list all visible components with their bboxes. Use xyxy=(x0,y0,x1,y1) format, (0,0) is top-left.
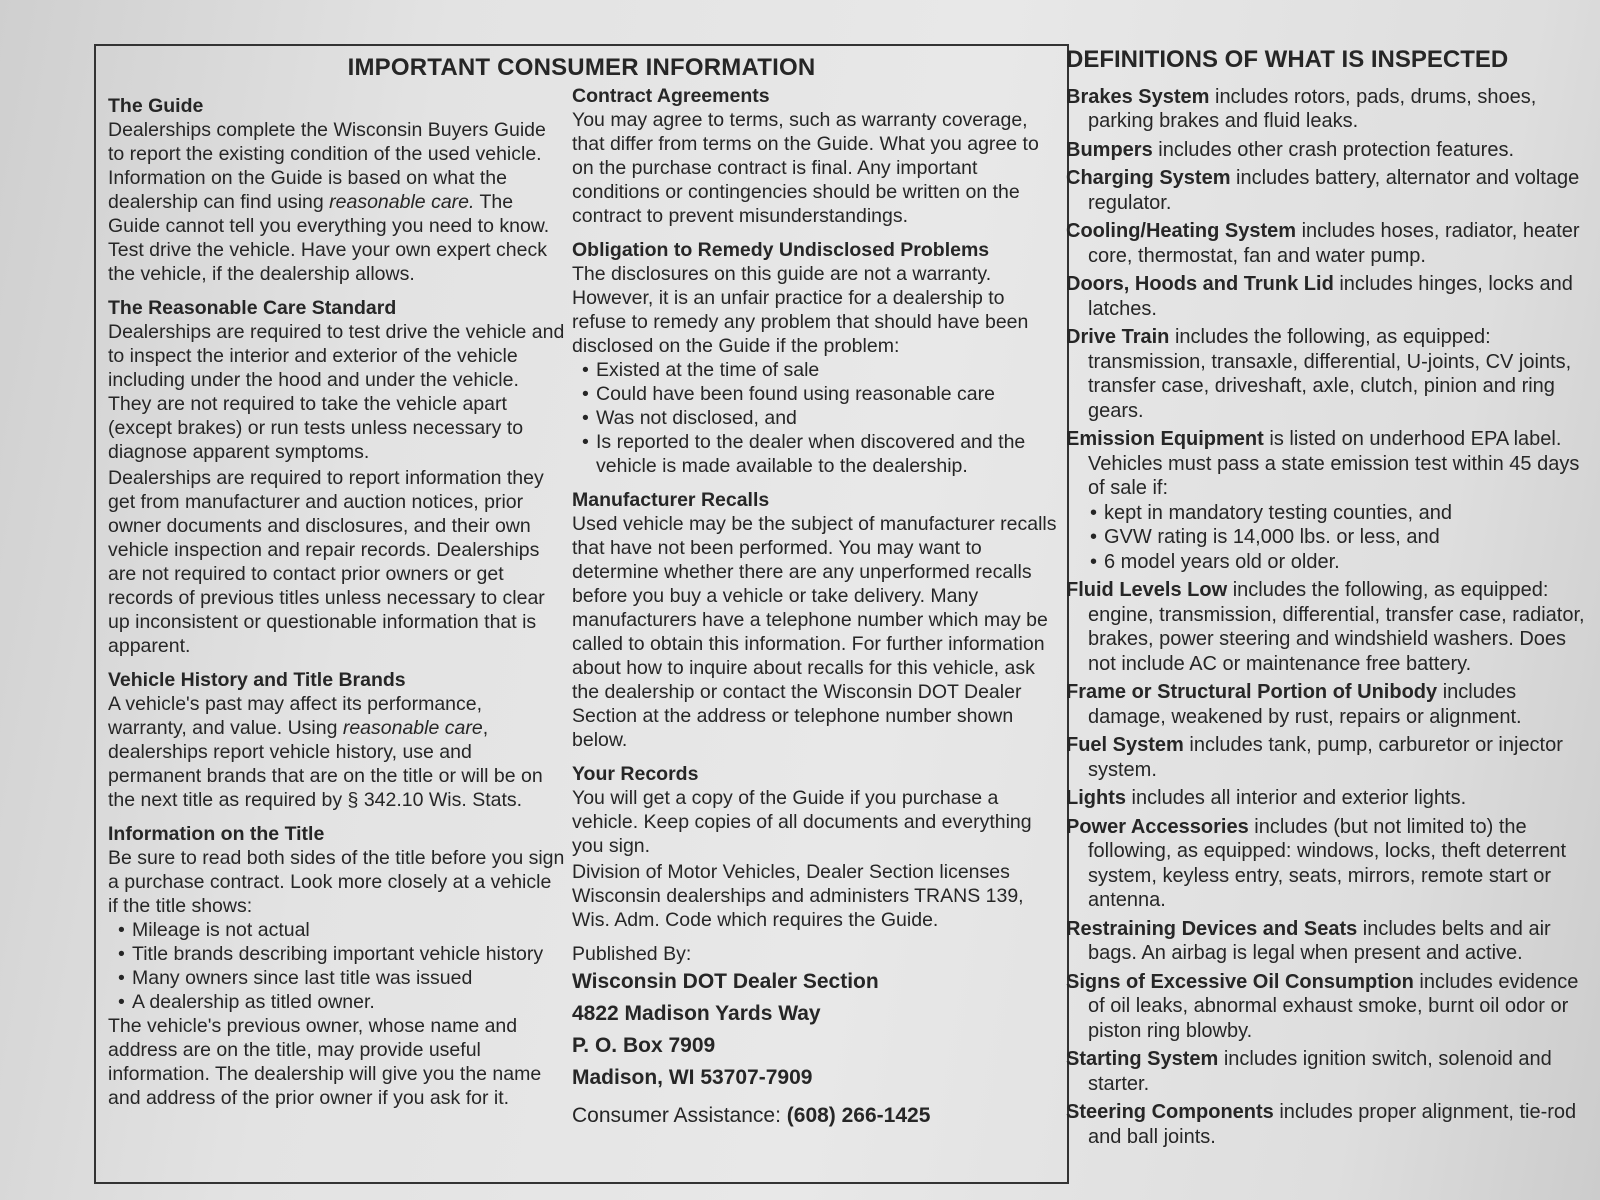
section-paragraph: A vehicle's past may affect its performance, warranty, and value. Using reasonable care, dealerships report vehicle history, use and permanent brands that are on the title or will be on the next title as required by § 342.10 Wis. Stats. xyxy=(108,693,543,811)
section-heading: Contract Agreements xyxy=(572,85,770,107)
section-heading: The Guide xyxy=(108,95,204,117)
definition-description: includes tank, pump, carburetor or injector system. xyxy=(1088,734,1563,781)
section-contract xyxy=(572,84,1057,228)
section-paragraph: Dealerships are required to report information they get from manufacturer and auction notices, prior owner documents and disclosures, and their own vehicle inspection and repair records. Dealerships are not required to contact prior owners or get records of previous titles unless necessary to clear up inconsistent or questionable information that is apparent. xyxy=(108,467,545,657)
definition-term: Doors, Hoods and Trunk Lid xyxy=(1066,273,1334,295)
definition-item xyxy=(1066,917,1586,966)
section-paragraph: The disclosures on this guide are not a warranty. However, it is an unfair practice for a dealership to refuse to remedy any problem that should have been disclosed on the Guide if the problem: xyxy=(572,263,1029,357)
consumer-assistance-label: Consumer Assistance: xyxy=(572,1104,787,1127)
list-item: • GVW rating is 14,000 lbs. or less, and xyxy=(1088,525,1586,550)
section-paragraph: Division of Motor Vehicles, Dealer Section licenses Wisconsin dealerships and administers TRANS 139, Wis. Adm. Code which requires the Guide. xyxy=(572,861,1024,931)
definition-item xyxy=(1066,219,1586,268)
section-paragraph: Dealerships complete the Wisconsin Buyers Guide to report the existing condition of the used vehicle. Information on the Guide is based on what the dealership can find using reasonable care. The Guide cannot tell you everything you need to know. Test drive the vehicle. Have your own expert check the vehicle, if the dealership allows. xyxy=(108,119,550,285)
published-by-label: Published By: xyxy=(572,943,692,965)
definition-description: includes belts and air bags. An airbag is legal when present and active. xyxy=(1088,917,1551,964)
definitions-column xyxy=(1066,48,1586,1153)
definition-term: Charging System xyxy=(1066,167,1231,189)
definition-item xyxy=(1066,1100,1586,1149)
section-reasonable-care xyxy=(108,296,566,658)
definition-term: Steering Components xyxy=(1066,1101,1274,1123)
list-item: • Was not disclosed, and xyxy=(580,406,1057,430)
section-paragraph: You will get a copy of the Guide if you purchase a vehicle. Keep copies of all documents and everything you sign. xyxy=(572,787,1032,857)
definition-description: includes all interior and exterior lights. xyxy=(1126,787,1467,809)
obligation-bullet-list xyxy=(572,358,1057,478)
list-item: • Title brands describing important vehicle history xyxy=(116,942,566,966)
publisher-pobox: P. O. Box 7909 xyxy=(572,1034,716,1057)
section-heading: The Reasonable Care Standard xyxy=(108,297,397,319)
definition-term: Cooling/Heating System xyxy=(1066,220,1297,242)
definition-term: Emission Equipment xyxy=(1066,428,1264,450)
list-item: • Mileage is not actual xyxy=(116,918,566,942)
definition-term: Power Accessories xyxy=(1066,815,1249,838)
section-heading: Vehicle History and Title Brands xyxy=(108,669,406,691)
publisher-city: Madison, WI 53707-7909 xyxy=(572,1066,813,1089)
list-item: • Many owners since last title was issued xyxy=(116,966,566,990)
definition-term: Lights xyxy=(1066,787,1126,809)
definition-item xyxy=(1066,1047,1586,1096)
definition-description: includes battery, alternator and voltage regulator. xyxy=(1088,167,1580,214)
section-paragraph: You may agree to terms, such as warranty coverage, that differ from terms on the Guide. What you agree to on the purchase contract is final. Any important conditions or contingencies should be written on the contract to prevent misunderstandings. xyxy=(572,109,1039,227)
consumer-info-left-column xyxy=(108,94,566,1120)
section-paragraph: The vehicle's previous owner, whose name and address are on the title, may provide useful information. The dealership will give you the name and address of the prior owner if you ask for it. xyxy=(108,1015,542,1109)
definition-description: includes damage, weakened by rust, repairs or alignment. xyxy=(1088,681,1522,728)
list-item: • Existed at the time of sale xyxy=(580,358,1057,382)
definition-item xyxy=(1066,272,1586,321)
section-recalls xyxy=(572,488,1057,752)
publisher-name: Wisconsin DOT Dealer Section xyxy=(572,970,879,993)
definition-item xyxy=(1066,786,1586,811)
publisher-street: 4822 Madison Yards Way xyxy=(572,1002,821,1025)
definition-item xyxy=(1066,427,1586,574)
definition-term: Fluid Levels Low xyxy=(1066,579,1228,601)
section-obligation xyxy=(572,238,1057,478)
definitions-list xyxy=(1066,85,1586,1150)
definition-description: includes hoses, radiator, heater core, thermostat, fan and water pump. xyxy=(1088,220,1580,267)
consumer-info-box xyxy=(94,44,1069,1184)
definition-term: Signs of Excessive Oil Consumption xyxy=(1066,970,1414,993)
definition-term: Restraining Devices and Seats xyxy=(1066,917,1358,940)
definitions-title: DEFINITIONS OF WHAT IS INSPECTED xyxy=(1066,46,1509,73)
published-by-block xyxy=(572,942,1057,1128)
section-heading: Obligation to Remedy Undisclosed Problems xyxy=(572,239,990,261)
definition-description: includes rotors, pads, drums, shoes, parking brakes and fluid leaks. xyxy=(1088,85,1537,132)
definition-item xyxy=(1066,325,1586,423)
definition-description: includes proper alignment, tie-rod and ball joints. xyxy=(1088,1101,1577,1148)
definition-item xyxy=(1066,970,1586,1044)
list-item: • Could have been found using reasonable care xyxy=(580,382,1057,406)
section-paragraph: Used vehicle may be the subject of manufacturer recalls that have not been performed. You may want to determine whether there are any unperformed recalls before you buy a vehicle or take delivery. Many manufacturers have a telephone number which may be called to obtain this information. For further information about how to inquire about recalls for this vehicle, ask the dealership or contact the Wisconsin DOT Dealer Section at the address or telephone number shown below. xyxy=(572,513,1057,751)
list-item: • kept in mandatory testing counties, and xyxy=(1088,501,1586,526)
definition-description: includes other crash protection features. xyxy=(1152,138,1515,161)
definition-item xyxy=(1066,578,1586,676)
definition-description: includes (but not limited to) the following, as equipped: windows, locks, theft deterrent system, keyless entry, seats, mirrors, remote start or antenna. xyxy=(1088,815,1567,911)
definition-term: Starting System xyxy=(1066,1048,1219,1070)
list-item: • A dealership as titled owner. xyxy=(116,990,566,1014)
section-the-guide xyxy=(108,94,566,286)
definition-item xyxy=(1066,166,1586,215)
definition-term: Drive Train xyxy=(1066,326,1170,348)
definition-item xyxy=(1066,138,1586,163)
definition-term: Bumpers xyxy=(1066,138,1153,161)
title-bullet-list xyxy=(108,918,566,1014)
section-heading: Information on the Title xyxy=(108,823,325,845)
definition-description: includes evidence of oil leaks, abnormal exhaust smoke, burnt oil odor or piston ring blowby. xyxy=(1088,970,1579,1042)
definition-term: Fuel System xyxy=(1066,734,1184,756)
definition-bullet-list xyxy=(1088,501,1586,575)
definition-item xyxy=(1066,680,1586,729)
section-title-info xyxy=(108,822,566,1110)
definition-term: Frame or Structural Portion of Unibody xyxy=(1066,681,1438,703)
section-heading: Your Records xyxy=(572,763,699,785)
consumer-info-middle-column xyxy=(572,84,1057,1128)
consumer-assistance xyxy=(572,1104,1057,1128)
section-your-records xyxy=(572,762,1057,932)
section-paragraph: Be sure to read both sides of the title before you sign a purchase contract. Look more closely at a vehicle if the title shows: xyxy=(108,847,565,917)
section-vehicle-history xyxy=(108,668,566,812)
definition-description: is listed on underhood EPA label. Vehicles must pass a state emission test within 45 days of sale if: xyxy=(1088,428,1580,499)
list-item: • 6 model years old or older. xyxy=(1088,550,1586,575)
consumer-info-title: IMPORTANT CONSUMER INFORMATION xyxy=(347,54,816,81)
definition-item xyxy=(1066,85,1586,134)
definition-description: includes the following, as equipped: transmission, transaxle, differential, U-joints, CV joints, transfer case, driveshaft, axle, clutch, pinion and ring gears. xyxy=(1088,326,1572,422)
section-heading: Manufacturer Recalls xyxy=(572,489,770,511)
definition-item xyxy=(1066,815,1586,913)
definition-description: includes the following, as equipped: engine, transmission, differential, transfer case, radiator, brakes, power steering and windshield washers. Does not include AC or maintenance free battery. xyxy=(1088,579,1585,675)
definition-description: includes hinges, locks and latches. xyxy=(1088,273,1573,320)
definition-term: Brakes System xyxy=(1066,85,1210,108)
definition-description: includes ignition switch, solenoid and starter. xyxy=(1088,1048,1552,1095)
list-item: • Is reported to the dealer when discovered and the vehicle is made available to the dealership. xyxy=(580,430,1057,478)
definition-item xyxy=(1066,733,1586,782)
section-paragraph: Dealerships are required to test drive the vehicle and to inspect the interior and exterior of the vehicle including under the hood and under the vehicle. They are not required to take the vehicle apart (except brakes) or run tests unless necessary to diagnose apparent symptoms. xyxy=(108,321,565,463)
consumer-assistance-phone: (608) 266-1425 xyxy=(786,1104,931,1127)
